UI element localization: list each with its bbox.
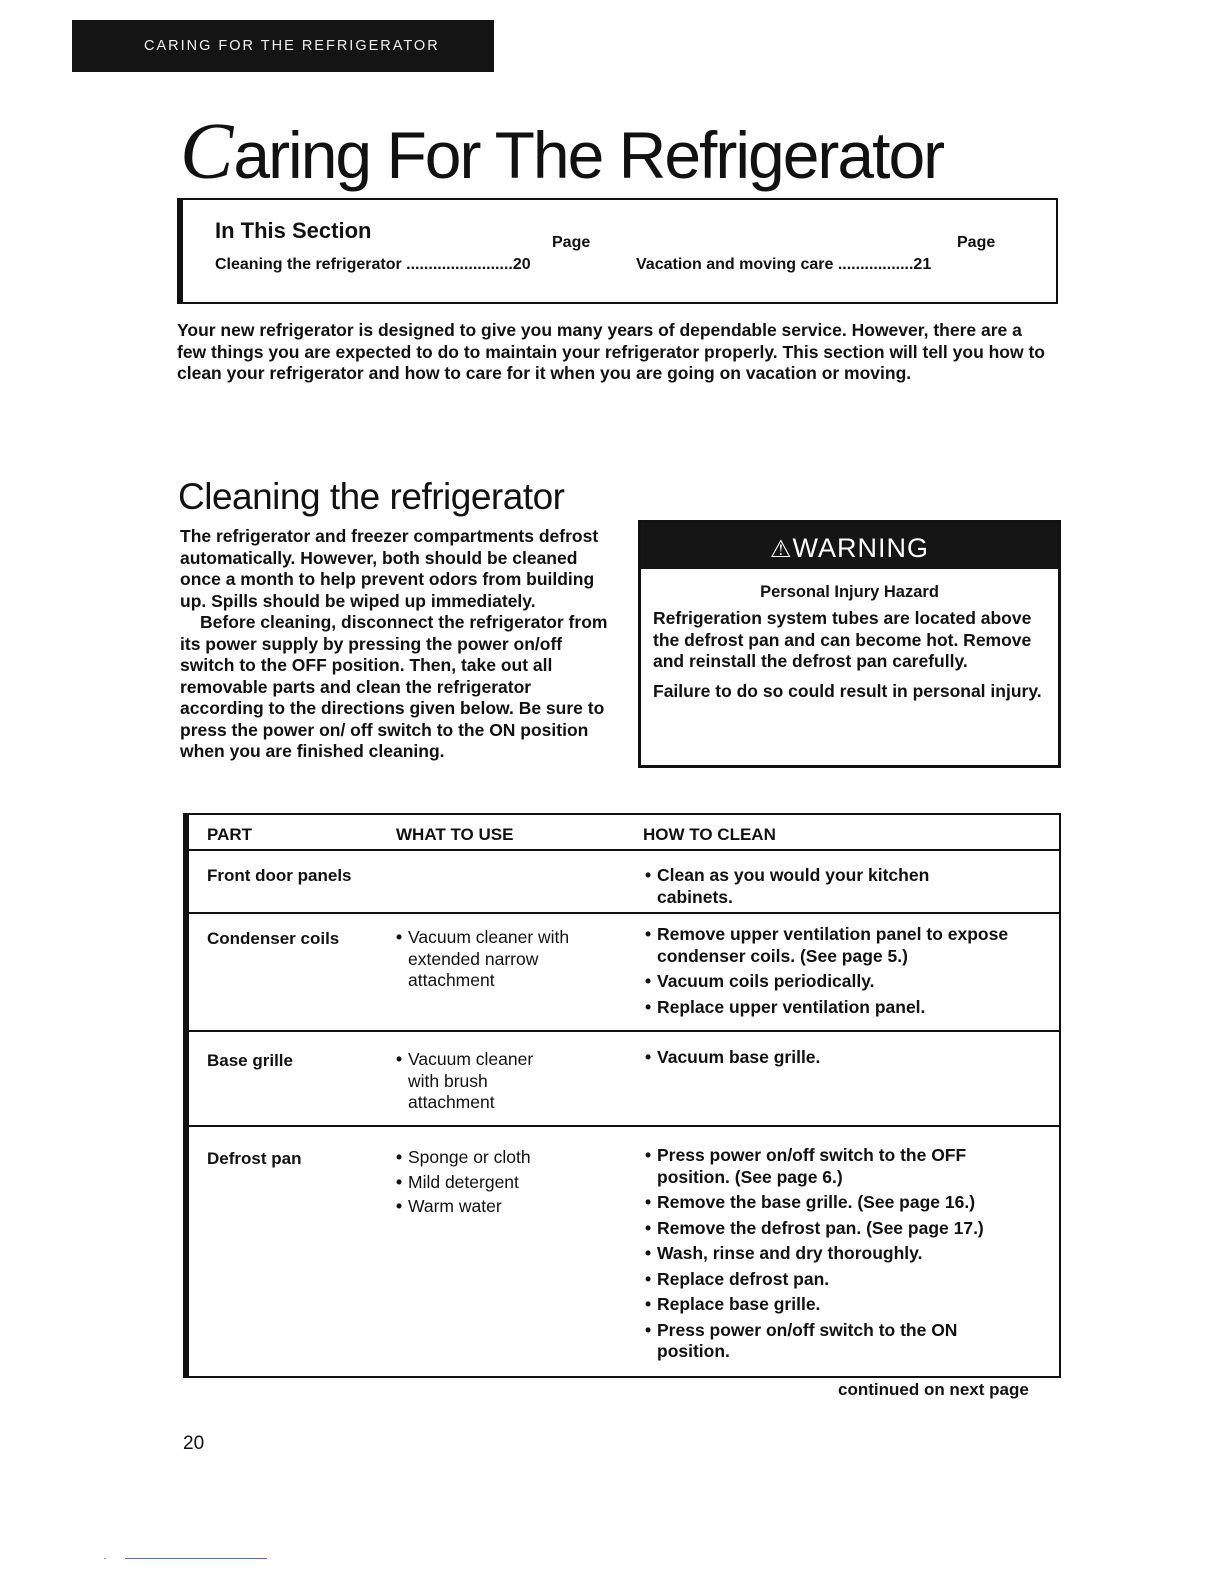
column-header-how: HOW TO CLEAN [643, 825, 776, 844]
page-number: 20 [183, 1433, 205, 1454]
list-item: • Mild detergent [396, 1172, 596, 1194]
hazard-title: Personal Injury Hazard [760, 583, 939, 601]
row-divider [185, 1125, 1059, 1127]
section-header-label: CARING FOR THE REFRIGERATOR [144, 38, 440, 54]
list-item: • Replace base grille. [645, 1294, 995, 1316]
warning-header [641, 523, 1058, 569]
page-label-right: Page [957, 234, 996, 251]
table-cell-what [396, 927, 596, 995]
list-item: • Press power on/off switch to the OFF position. (See page 6.) [645, 1145, 995, 1188]
column-header-what: WHAT TO USE [396, 825, 514, 844]
list-item: • Vacuum coils periodically. [645, 971, 1035, 993]
warning-box [638, 520, 1061, 768]
section-header-tab [72, 20, 494, 72]
list-item: • Warm water [396, 1196, 596, 1218]
footer-line [125, 1558, 267, 1559]
title-initial: C [180, 108, 234, 196]
warning-label: WARNING [792, 533, 929, 563]
cleaning-paragraph: The refrigerator and freezer compartments defrost automatically. However, both should be cleaned once a month to help prevent odors from building up. Spills should be wiped up immediately. [180, 526, 599, 611]
cleaning-text [180, 526, 608, 763]
table-cell-part: Condenser coils [207, 929, 340, 948]
column-header-part: PART [207, 825, 253, 844]
list-item: • Press power on/off switch to the ON position. [645, 1320, 995, 1363]
page-label-left: Page [552, 234, 591, 251]
list-item: • Clean as you would your kitchen cabinets. [645, 865, 1005, 908]
table-cell-what [396, 1147, 596, 1221]
row-divider [185, 912, 1059, 914]
list-item: • Remove the defrost pan. (See page 17.) [645, 1218, 995, 1240]
page-title [180, 108, 944, 196]
footer-mark [104, 1558, 106, 1559]
toc-entry-text: Cleaning the refrigerator ........................ [215, 256, 513, 273]
table-cell-part: Defrost pan [207, 1149, 302, 1168]
toc-entry-page: 21 [913, 256, 932, 273]
warning-triangle-icon: ⚠ [769, 536, 793, 563]
warning-text: Refrigeration system tubes are located above the defrost pan and can become hot. Remove and reinstall the defrost pan carefully. [653, 608, 1032, 671]
list-item: • Remove the base grille. (See page 16.) [645, 1192, 995, 1214]
table-cell-how [645, 924, 1035, 1022]
cleaning-paragraph: Before cleaning, disconnect the refrigerator from its power supply by pressing the power on/off switch to the OFF position. Then, take out all removable parts and clean the refrigerator according to the directions given below. Be sure to press the power on/ off switch to the ON position when you are finished cleaning. [180, 612, 608, 761]
table-cell-part: Front door panels [207, 866, 352, 885]
row-divider [185, 1030, 1059, 1032]
in-this-section-heading: In This Section [215, 218, 372, 243]
intro-paragraph: Your new refrigerator is designed to give you many years of dependable service. However, there are a few things you are expected to do to maintain your refrigerator properly. This section will tell you how to clean your refrigerator and how to care for it when you are going on vacation or moving. [177, 320, 1045, 383]
cleaning-heading: Cleaning the refrigerator [178, 476, 565, 517]
cleaning-table [183, 813, 1061, 1378]
list-item: • Vacuum base grille. [645, 1047, 1005, 1069]
toc-entry-vacation[interactable] [636, 256, 931, 274]
table-cell-how [645, 1047, 1005, 1073]
list-item: • Replace defrost pan. [645, 1269, 995, 1291]
in-this-section-box [177, 198, 1058, 304]
row-divider [185, 849, 1059, 851]
warning-text: Failure to do so could result in personal injury. [653, 680, 1042, 701]
toc-entry-page: 20 [512, 256, 531, 273]
list-item: • Wash, rinse and dry thoroughly. [645, 1243, 995, 1265]
table-cell-how [645, 1145, 995, 1367]
list-item: • Vacuum cleaner with brush attachment [396, 1049, 566, 1114]
list-item: • Remove upper ventilation panel to expose condenser coils. (See page 5.) [645, 924, 1035, 967]
continued-note: continued on next page [838, 1380, 1029, 1399]
box-accent-bar [177, 198, 183, 304]
list-item: • Replace upper ventilation panel. [645, 997, 1035, 1019]
table-cell-part: Base grille [207, 1051, 293, 1070]
toc-entry-text: Vacation and moving care ................. [636, 256, 914, 273]
table-cell-what [396, 1049, 566, 1117]
table-accent-bar [183, 813, 189, 1378]
toc-entry-cleaning[interactable] [215, 256, 531, 274]
list-item: • Vacuum cleaner with extended narrow attachment [396, 927, 596, 992]
list-item: • Sponge or cloth [396, 1147, 596, 1169]
title-rest: aring For The Refrigerator [233, 118, 944, 192]
table-cell-how [645, 865, 1005, 912]
